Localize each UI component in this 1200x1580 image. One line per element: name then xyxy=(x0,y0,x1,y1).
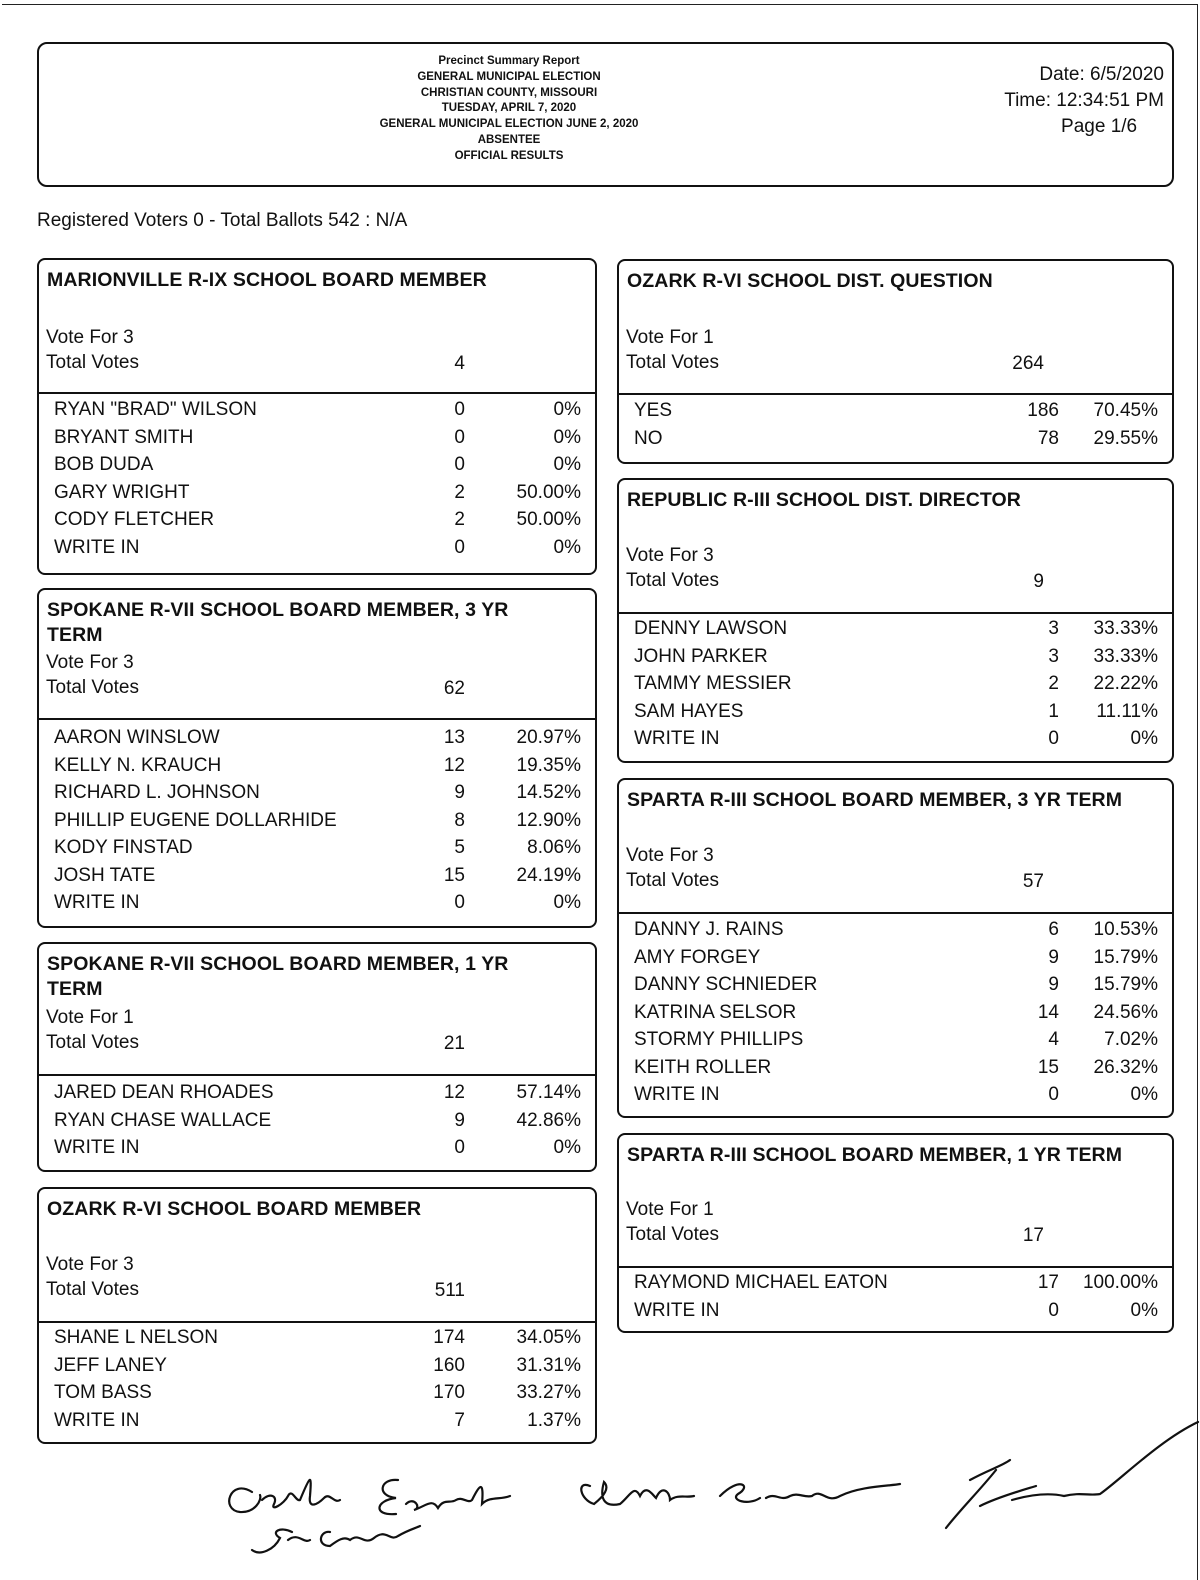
candidate-percent: 11.11% xyxy=(1096,700,1158,722)
candidate-row xyxy=(54,427,587,454)
election-name-2: GENERAL MUNICIPAL ELECTION JUNE 2, 2020 xyxy=(379,118,639,131)
candidate-percent: 70.45% xyxy=(1093,400,1158,421)
candidate-name: TOM BASS xyxy=(54,1382,152,1403)
candidate-row xyxy=(634,701,1164,728)
vote-for-label: Vote For 1 xyxy=(46,1007,134,1028)
candidate-row xyxy=(634,919,1164,946)
candidate-name: DANNY SCHNIEDER xyxy=(634,974,818,995)
contest-box xyxy=(37,258,597,575)
candidate-name: WRITE IN xyxy=(634,1084,720,1105)
candidate-percent: 20.97% xyxy=(516,727,581,748)
candidate-name: WRITE IN xyxy=(54,1137,140,1158)
candidate-name: RYAN "BRAD" WILSON xyxy=(54,399,257,420)
candidate-name: YES xyxy=(634,400,673,421)
contest-title-line: SPOKANE R-VII SCHOOL BOARD MEMBER, 3 YR xyxy=(47,599,509,621)
total-votes-label: Total Votes xyxy=(626,352,719,373)
vote-for-label: Vote For 1 xyxy=(626,327,714,348)
candidate-percent: 10.53% xyxy=(1093,919,1158,940)
candidate-row xyxy=(634,1084,1164,1111)
report-meta xyxy=(1004,62,1164,140)
report-header xyxy=(37,42,1174,187)
candidate-percent: 0% xyxy=(553,892,581,913)
candidate-percent: 0% xyxy=(1130,728,1158,749)
candidate-row xyxy=(634,673,1164,700)
candidate-votes: 0 xyxy=(454,454,465,475)
candidate-votes: 9 xyxy=(454,1109,465,1131)
candidate-name: WRITE IN xyxy=(54,536,140,558)
candidate-votes: 1 xyxy=(1048,700,1059,722)
candidate-row xyxy=(634,1300,1164,1327)
candidate-percent: 0% xyxy=(1130,1299,1158,1321)
registered-voters-summary: Registered Voters 0 - Total Ballots 542 : N/A xyxy=(37,210,408,231)
candidate-name: KODY FINSTAD xyxy=(54,837,193,858)
vote-for-label: Vote For 3 xyxy=(626,845,714,866)
total-votes-value: 17 xyxy=(1022,1225,1044,1246)
candidate-name: WRITE IN xyxy=(54,1409,140,1431)
candidate-votes: 14 xyxy=(1037,1001,1059,1023)
candidate-percent: 42.86% xyxy=(516,1109,581,1131)
report-title: Precinct Summary Report xyxy=(438,55,580,67)
candidate-percent: 1.37% xyxy=(527,1409,581,1431)
election-name: GENERAL MUNICIPAL ELECTION xyxy=(417,70,601,83)
candidate-name: RICHARD L. JOHNSON xyxy=(54,782,260,803)
candidate-votes: 12 xyxy=(443,754,465,776)
candidate-percent: 33.33% xyxy=(1093,618,1158,639)
candidate-votes: 170 xyxy=(433,1382,465,1403)
candidate-votes: 9 xyxy=(1048,974,1059,995)
candidate-percent: 31.31% xyxy=(516,1354,581,1376)
candidate-row xyxy=(54,1355,587,1382)
contest-box xyxy=(37,588,597,928)
total-votes-value: 9 xyxy=(1033,571,1044,592)
candidate-row xyxy=(634,1002,1164,1029)
candidate-row xyxy=(634,728,1164,755)
contest-divider xyxy=(39,1321,595,1323)
candidate-percent: 0% xyxy=(553,426,581,448)
candidate-percent: 33.33% xyxy=(1093,645,1158,667)
total-votes-label: Total Votes xyxy=(626,870,719,891)
contest-title-line: TERM xyxy=(47,978,103,1000)
candidate-name: JOSH TATE xyxy=(54,864,156,886)
candidate-percent: 34.05% xyxy=(516,1327,581,1348)
candidate-name: WRITE IN xyxy=(634,728,720,749)
total-votes-label: Total Votes xyxy=(46,1032,139,1053)
election-date: TUESDAY, APRIL 7, 2020 xyxy=(441,102,577,115)
candidate-row xyxy=(54,399,587,426)
candidate-row xyxy=(54,1137,587,1164)
ballot-type: ABSENTEE xyxy=(477,133,541,146)
candidate-name: WRITE IN xyxy=(54,892,140,913)
candidate-row xyxy=(54,892,587,919)
candidate-votes: 17 xyxy=(1037,1272,1059,1293)
candidate-votes: 0 xyxy=(454,536,465,558)
candidate-row xyxy=(54,537,587,564)
candidate-name: RYAN CHASE WALLACE xyxy=(54,1109,272,1131)
candidate-percent: 19.35% xyxy=(516,754,581,776)
total-votes-value: 62 xyxy=(443,678,465,699)
contest-title xyxy=(627,1143,1122,1168)
candidate-row xyxy=(54,837,587,864)
page-number: Page 1/6 xyxy=(1061,116,1138,137)
candidate-name: WRITE IN xyxy=(634,1299,720,1321)
contest-title-line: TERM xyxy=(47,624,103,646)
candidate-votes: 9 xyxy=(454,782,465,803)
vote-for-label: Vote For 3 xyxy=(46,1254,134,1275)
candidate-percent: 29.55% xyxy=(1093,427,1158,449)
candidate-percent: 24.19% xyxy=(516,864,581,886)
vote-for-label: Vote For 3 xyxy=(46,652,134,673)
candidate-percent: 26.32% xyxy=(1093,1056,1158,1078)
candidate-row xyxy=(54,509,587,536)
candidate-row xyxy=(634,400,1164,427)
total-votes-label: Total Votes xyxy=(46,1279,139,1300)
candidate-votes: 15 xyxy=(1037,1056,1059,1078)
candidate-name: RAYMOND MICHAEL EATON xyxy=(634,1272,888,1293)
candidate-percent: 0% xyxy=(553,454,581,475)
candidate-name: BRYANT SMITH xyxy=(54,426,194,448)
contest-box xyxy=(617,259,1174,464)
contest-title xyxy=(627,788,1122,813)
candidate-row xyxy=(634,1057,1164,1084)
candidate-name: PHILLIP EUGENE DOLLARHIDE xyxy=(54,809,337,831)
candidate-percent: 7.02% xyxy=(1104,1029,1158,1050)
county-name: CHRISTIAN COUNTY, MISSOURI xyxy=(420,86,598,99)
candidate-row xyxy=(634,1272,1164,1299)
contest-divider xyxy=(619,393,1172,395)
contest-box xyxy=(617,478,1174,763)
candidate-votes: 12 xyxy=(443,1082,465,1103)
candidate-votes: 6 xyxy=(1048,919,1059,940)
candidate-votes: 160 xyxy=(433,1354,465,1376)
candidate-votes: 0 xyxy=(1048,1084,1059,1105)
candidate-row xyxy=(54,1327,587,1354)
contest-title xyxy=(47,598,508,648)
contest-title-line: REPUBLIC R-III SCHOOL DIST. DIRECTOR xyxy=(627,489,1021,511)
candidate-percent: 8.06% xyxy=(527,837,581,858)
contest-divider xyxy=(619,612,1172,614)
vote-for-label: Vote For 1 xyxy=(626,1199,714,1220)
candidate-percent: 50.00% xyxy=(516,481,581,503)
candidate-name: KELLY N. KRAUCH xyxy=(54,754,222,776)
candidate-name: STORMY PHILLIPS xyxy=(634,1029,804,1050)
candidate-percent: 15.79% xyxy=(1093,946,1158,968)
contest-box xyxy=(617,1133,1174,1333)
candidate-votes: 8 xyxy=(454,809,465,831)
candidate-name: NO xyxy=(634,427,663,449)
candidate-votes: 2 xyxy=(454,481,465,503)
candidate-row xyxy=(634,428,1164,455)
candidate-name: JARED DEAN RHOADES xyxy=(54,1082,274,1103)
contest-box xyxy=(617,778,1174,1118)
candidate-name: BOB DUDA xyxy=(54,454,154,475)
candidate-votes: 2 xyxy=(1048,673,1059,694)
candidate-name: DENNY LAWSON xyxy=(634,618,788,639)
candidate-votes: 5 xyxy=(454,837,465,858)
total-votes-label: Total Votes xyxy=(46,352,139,373)
total-votes-value: 511 xyxy=(434,1280,465,1301)
contest-title-line: MARIONVILLE R-IX SCHOOL BOARD MEMBER xyxy=(47,269,487,291)
candidate-row xyxy=(634,646,1164,673)
candidate-name: KEITH ROLLER xyxy=(634,1056,772,1078)
candidate-percent: 22.22% xyxy=(1093,673,1158,694)
candidate-row xyxy=(54,1082,587,1109)
candidate-votes: 0 xyxy=(454,426,465,448)
candidate-percent: 12.90% xyxy=(516,809,581,831)
candidate-votes: 3 xyxy=(1048,618,1059,639)
candidate-percent: 24.56% xyxy=(1093,1001,1158,1023)
contest-box xyxy=(37,942,597,1172)
candidate-name: TAMMY MESSIER xyxy=(634,673,792,694)
candidate-row xyxy=(54,1110,587,1137)
report-title-block xyxy=(239,54,779,165)
candidate-row xyxy=(54,454,587,481)
candidate-percent: 15.79% xyxy=(1093,974,1158,995)
candidate-percent: 100.00% xyxy=(1082,1272,1158,1293)
total-votes-value: 264 xyxy=(1012,353,1044,374)
contest-title-line: SPARTA R-III SCHOOL BOARD MEMBER, 1 YR TERM xyxy=(627,1144,1123,1166)
total-votes-value: 57 xyxy=(1022,871,1044,892)
contest-title-line: SPOKANE R-VII SCHOOL BOARD MEMBER, 1 YR xyxy=(47,953,509,975)
report-time: Time: 12:34:51 PM xyxy=(1004,90,1164,111)
contest-title xyxy=(47,1197,421,1222)
candidate-name: AARON WINSLOW xyxy=(54,727,220,748)
candidate-votes: 0 xyxy=(1048,728,1059,749)
candidate-name: JEFF LANEY xyxy=(54,1354,167,1376)
candidate-row xyxy=(634,947,1164,974)
results-status: OFFICIAL RESULTS xyxy=(454,149,564,162)
candidate-percent: 0% xyxy=(553,399,581,420)
candidate-name: KATRINA SELSOR xyxy=(634,1001,797,1023)
candidate-votes: 0 xyxy=(454,1137,465,1158)
contest-title-line: SPARTA R-III SCHOOL BOARD MEMBER, 3 YR TERM xyxy=(627,789,1123,811)
candidate-votes: 4 xyxy=(1048,1029,1059,1050)
contest-divider xyxy=(619,1266,1172,1268)
candidate-votes: 7 xyxy=(454,1409,465,1431)
candidate-row xyxy=(54,727,587,754)
contest-title xyxy=(47,268,487,293)
contest-title xyxy=(47,952,508,1002)
contest-divider xyxy=(39,1074,595,1076)
candidate-row xyxy=(634,1029,1164,1056)
candidate-name: SHANE L NELSON xyxy=(54,1327,219,1348)
candidate-votes: 9 xyxy=(1048,946,1059,968)
candidate-percent: 0% xyxy=(553,536,581,558)
contest-title-line: OZARK R-VI SCHOOL BOARD MEMBER xyxy=(47,1198,422,1220)
candidate-votes: 186 xyxy=(1027,400,1059,421)
candidate-percent: 57.14% xyxy=(516,1082,581,1103)
candidate-votes: 0 xyxy=(454,399,465,420)
vote-for-label: Vote For 3 xyxy=(46,327,134,348)
contest-divider xyxy=(39,392,595,394)
total-votes-value: 21 xyxy=(443,1033,465,1054)
candidate-row xyxy=(54,865,587,892)
candidate-votes: 13 xyxy=(443,727,465,748)
candidate-percent: 0% xyxy=(553,1137,581,1158)
total-votes-value: 4 xyxy=(454,353,465,374)
candidate-percent: 50.00% xyxy=(516,509,581,530)
candidate-row xyxy=(54,810,587,837)
candidate-percent: 33.27% xyxy=(516,1382,581,1403)
contest-title-line: OZARK R-VI SCHOOL DIST. QUESTION xyxy=(627,270,993,292)
report-date: Date: 6/5/2020 xyxy=(1039,64,1164,85)
candidate-row xyxy=(634,618,1164,645)
candidate-votes: 0 xyxy=(454,892,465,913)
total-votes-label: Total Votes xyxy=(626,570,719,591)
candidate-row xyxy=(634,974,1164,1001)
candidate-percent: 0% xyxy=(1130,1084,1158,1105)
candidate-percent: 14.52% xyxy=(516,782,581,803)
candidate-votes: 3 xyxy=(1048,645,1059,667)
candidate-row xyxy=(54,782,587,809)
contest-title xyxy=(627,488,1021,513)
total-votes-label: Total Votes xyxy=(46,677,139,698)
contest-divider xyxy=(619,912,1172,914)
candidate-votes: 0 xyxy=(1048,1299,1059,1321)
candidate-name: JOHN PARKER xyxy=(634,645,768,667)
vote-for-label: Vote For 3 xyxy=(626,545,714,566)
candidate-row xyxy=(54,755,587,782)
total-votes-label: Total Votes xyxy=(626,1224,719,1245)
candidate-votes: 15 xyxy=(443,864,465,886)
candidate-row xyxy=(54,482,587,509)
contest-divider xyxy=(39,718,595,720)
candidate-votes: 2 xyxy=(454,509,465,530)
candidate-name: AMY FORGEY xyxy=(634,946,761,968)
candidate-name: DANNY J. RAINS xyxy=(634,919,784,940)
candidate-name: SAM HAYES xyxy=(634,700,744,722)
candidate-votes: 78 xyxy=(1037,427,1059,449)
candidate-votes: 174 xyxy=(433,1327,465,1348)
candidate-name: GARY WRIGHT xyxy=(54,481,190,503)
contest-title xyxy=(627,269,993,294)
candidate-name: CODY FLETCHER xyxy=(54,509,215,530)
signatures xyxy=(200,1400,1200,1580)
